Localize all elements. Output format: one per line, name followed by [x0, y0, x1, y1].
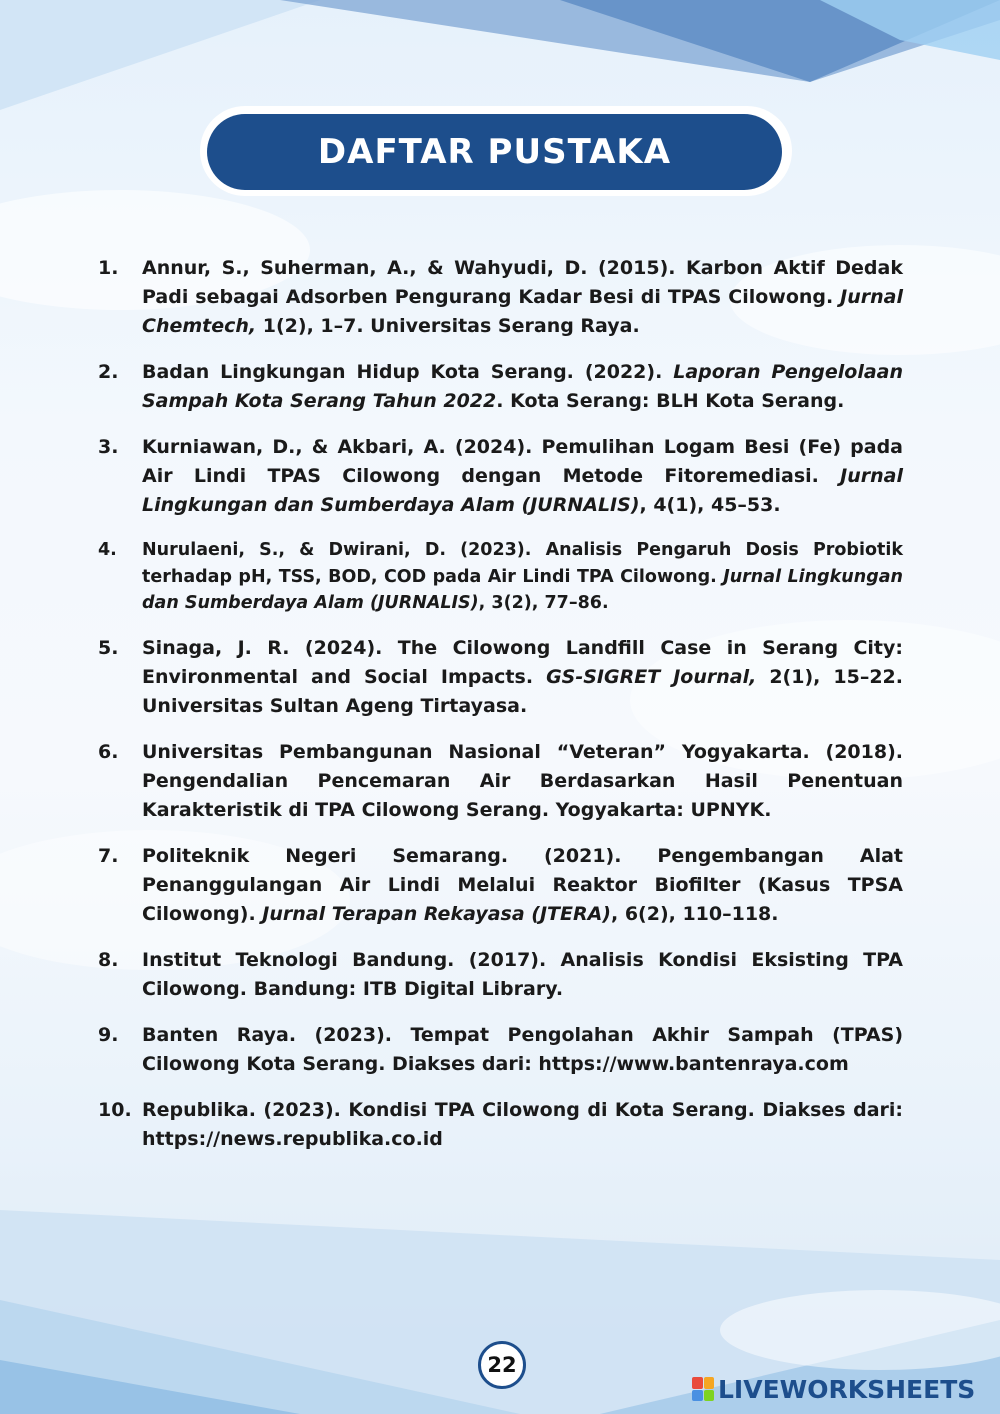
reference-segment: 1(2), 1–7. Universitas Serang Raya.: [256, 315, 640, 337]
reference-item: [98, 738, 903, 825]
reference-segment: Universitas Pembangunan Nasional “Veteran” Yogyakarta. (2018). Pengendalian Pencemaran Air Berdasarkan Hasil Penentuan Karakteristik di TPA Cilowong Serang. Yogyakarta: UPNYK.: [142, 740, 903, 821]
reference-text: [142, 1021, 903, 1079]
reference-text: [142, 842, 903, 929]
reference-item: [98, 358, 903, 416]
reference-text: [142, 254, 903, 341]
reference-text: [142, 634, 903, 721]
reference-item: [98, 1096, 903, 1154]
page-title: DAFTAR PUSTAKA: [317, 132, 672, 172]
reference-segment: Nurulaeni, S., & Dwirani, D. (2023). Analisis Pengaruh Dosis Probiotik terhadap pH, TSS, BOD, COD pada Air Lindi TPA Cilowong.: [142, 540, 903, 587]
reference-number: 5.: [98, 636, 119, 659]
brand-name: LIVEWORKSHEETS: [718, 1374, 976, 1404]
reference-number: 9.: [98, 1023, 119, 1046]
reference-number: 2.: [98, 361, 119, 383]
logo-square: [704, 1377, 715, 1389]
reference-segment: Sinaga, J. R. (2024). The Cilowong Landfill Case in Serang City: Environmental and Social Impacts.: [142, 636, 903, 688]
reference-segment: , 3(2), 77–86.: [478, 593, 609, 613]
reference-item: [98, 537, 903, 617]
reference-segment: Kurniawan, D., & Akbari, A. (2024). Pemulihan Logam Besi (Fe) pada Air Lindi TPAS Cilowong dengan Metode Fitoremediasi.: [142, 436, 903, 487]
page-number: 22: [487, 1353, 517, 1377]
liveworksheets-logo-icon: [692, 1377, 714, 1401]
reference-source-title: Jurnal Lingkungan dan Sumberdaya Alam (JURNALIS): [142, 465, 903, 516]
reference-item: [98, 1021, 903, 1079]
reference-text: [142, 537, 903, 617]
reference-source-title: Jurnal Chemtech,: [142, 286, 903, 337]
reference-source-title: GS-SIGRET Journal,: [546, 665, 757, 688]
logo-square: [704, 1390, 715, 1402]
reference-item: [98, 842, 903, 929]
reference-item: [98, 634, 903, 721]
reference-segment: 2(1), 15–22. Universitas Sultan Ageng Tirtayasa.: [142, 665, 903, 717]
reference-list: [98, 254, 903, 1171]
reference-number: 8.: [98, 948, 119, 971]
reference-item: [98, 946, 903, 1004]
reference-number: 7.: [98, 844, 119, 867]
reference-segment: Politeknik Negeri Semarang. (2021). Pengembangan Alat Penanggulangan Air Lindi Melalui Reaktor Biofilter (Kasus TPSA Cilowong).: [142, 844, 903, 925]
reference-text: [142, 433, 903, 520]
reference-number: 3.: [98, 436, 119, 458]
reference-number: 10.: [98, 1098, 132, 1121]
reference-segment: Banten Raya. (2023). Tempat Pengolahan Akhir Sampah (TPAS) Cilowong Kota Serang. Diakses dari: https://www.bantenraya.com: [142, 1023, 903, 1075]
reference-number: 1.: [98, 257, 119, 279]
reference-item: [98, 433, 903, 520]
reference-source-title: Jurnal Terapan Rekayasa (JTERA): [262, 902, 611, 925]
reference-text: [142, 738, 903, 825]
reference-segment: , 6(2), 110–118.: [610, 902, 779, 925]
reference-segment: , 4(1), 45–53.: [639, 494, 781, 516]
reference-text: [142, 1096, 903, 1154]
reference-source-title: Jurnal Lingkungan dan Sumberdaya Alam (JURNALIS): [142, 566, 903, 613]
reference-segment: Republika. (2023). Kondisi TPA Cilowong di Kota Serang. Diakses dari: https://news.republika.co.id: [142, 1098, 903, 1150]
reference-number: 4.: [98, 540, 117, 560]
reference-source-title: Laporan Pengelolaan Sampah Kota Serang Tahun 2022: [142, 361, 903, 412]
reference-segment: Institut Teknologi Bandung. (2017). Analisis Kondisi Eksisting TPA Cilowong. Bandung: ITB Digital Library.: [142, 948, 903, 1000]
logo-square: [692, 1377, 703, 1389]
page-number-badge: [478, 1341, 526, 1389]
title-banner: [207, 114, 782, 190]
reference-number: 6.: [98, 740, 119, 763]
reference-segment: Annur, S., Suherman, A., & Wahyudi, D. (2015). Karbon Aktif Dedak Padi sebagai Adsorben Pengurang Kadar Besi di TPAS Cilowong.: [142, 257, 903, 308]
reference-segment: Badan Lingkungan Hidup Kota Serang. (2022).: [142, 361, 674, 383]
reference-text: [142, 946, 903, 1004]
reference-item: [98, 254, 903, 341]
reference-text: [142, 358, 903, 416]
reference-segment: . Kota Serang: BLH Kota Serang.: [496, 390, 845, 412]
logo-square: [692, 1390, 703, 1402]
brand-watermark: [692, 1372, 975, 1406]
